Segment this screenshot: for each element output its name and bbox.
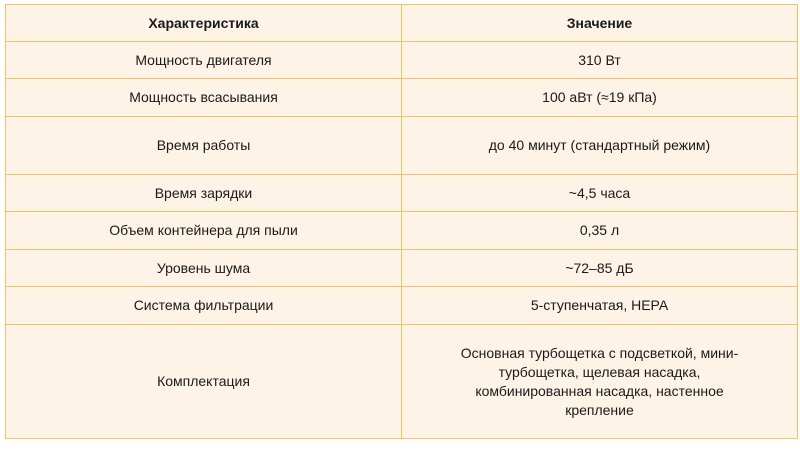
- row-label: Объем контейнера для пыли: [6, 212, 402, 250]
- row-label: Время работы: [6, 117, 402, 175]
- row-label: Мощность всасывания: [6, 79, 402, 117]
- table-row: [6, 117, 798, 175]
- row-value: Основная турбощетка с подсветкой, мини-турбощетка, щелевая насадка, комбинированная насадка, настенное крепление: [402, 325, 798, 439]
- row-value: 5-ступенчатая, HEPA: [402, 287, 798, 325]
- row-label: Комплектация: [6, 325, 402, 439]
- table-row: [6, 212, 798, 250]
- table-row: [6, 287, 798, 325]
- row-value: ~72–85 дБ: [402, 250, 798, 287]
- row-label: Уровень шума: [6, 250, 402, 287]
- specs-table: [5, 4, 798, 439]
- table-row: [6, 175, 798, 212]
- table-row: [6, 325, 798, 439]
- table-header-row: [6, 5, 798, 42]
- header-value: Значение: [402, 5, 798, 42]
- row-label: Мощность двигателя: [6, 42, 402, 79]
- row-value: до 40 минут (стандартный режим): [402, 117, 798, 175]
- row-value: 310 Вт: [402, 42, 798, 79]
- row-value: 100 аВт (≈19 кПа): [402, 79, 798, 117]
- row-value: ~4,5 часа: [402, 175, 798, 212]
- table-row: [6, 42, 798, 79]
- row-label: Время зарядки: [6, 175, 402, 212]
- header-characteristic: Характеристика: [6, 5, 402, 42]
- table-row: [6, 250, 798, 287]
- row-label: Система фильтрации: [6, 287, 402, 325]
- row-value: 0,35 л: [402, 212, 798, 250]
- table-row: [6, 79, 798, 117]
